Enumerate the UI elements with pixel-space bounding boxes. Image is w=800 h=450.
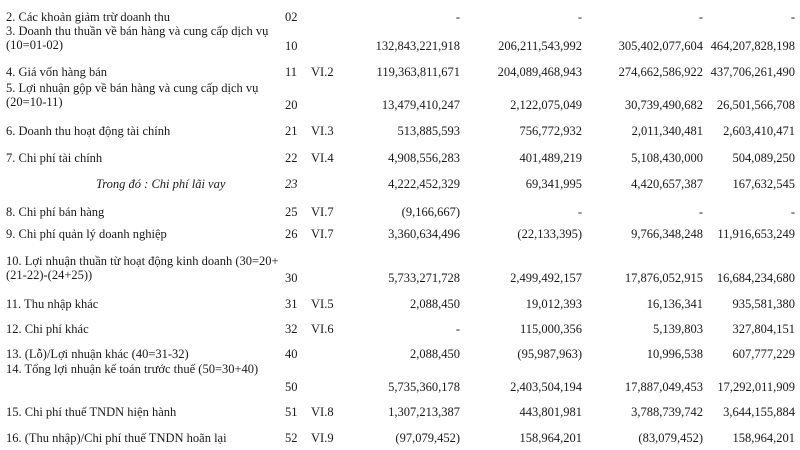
value-col-2: 115,000,356 [519, 322, 582, 336]
row-label: 13. (Lỗ)/Lợi nhuận khác (40=31-32) [6, 347, 189, 361]
row-code: 20 [285, 98, 298, 112]
row-label: 11. Thu nhập khác [6, 297, 99, 311]
value-col-3: 4,420,657,387 [631, 177, 703, 191]
row-label: Trong đó : Chi phí lãi vay [96, 177, 226, 191]
value-col-2: 206,211,543,992 [498, 39, 582, 53]
row-label: 15. Chi phí thuế TNDN hiện hành [6, 405, 177, 419]
row-note: VI.2 [311, 65, 334, 79]
value-col-1: 2,088,450 [410, 297, 460, 311]
value-col-1: (9,166,667) [401, 205, 460, 219]
row-note: VI.4 [311, 151, 334, 165]
value-col-4: 16,684,234,680 [716, 271, 795, 285]
value-col-1: 513,885,593 [397, 124, 460, 138]
value-col-2: 69,341,995 [525, 177, 582, 191]
row-code: 02 [285, 10, 298, 24]
value-col-2: 443,801,981 [519, 405, 582, 419]
value-col-1: 3,360,634,496 [388, 227, 460, 241]
value-col-4: 607,777,229 [732, 347, 795, 361]
value-col-3: 9,766,348,248 [631, 227, 703, 241]
row-code: 32 [285, 322, 298, 336]
value-col-1: (97,079,452) [395, 431, 460, 445]
row-label: 10. Lợi nhuận thuần từ hoạt động kinh doanh (30=20+(21-22)-(24+25)) [6, 254, 279, 282]
value-col-1: 2,088,450 [410, 347, 460, 361]
value-col-4: 464,207,828,198 [710, 39, 795, 53]
row-label: 7. Chi phí tài chính [6, 151, 103, 165]
value-col-1: 5,735,360,178 [388, 380, 460, 394]
value-col-2: - [577, 10, 582, 24]
value-col-2: 2,499,492,157 [510, 271, 582, 285]
value-col-2: 401,489,219 [519, 151, 582, 165]
row-code: 11 [285, 65, 298, 79]
row-label: 6. Doanh thu hoạt động tài chính [6, 124, 171, 138]
value-col-4: 17,292,011,909 [717, 380, 795, 394]
value-col-3: 17,876,052,915 [624, 271, 703, 285]
row-code: 30 [285, 271, 298, 285]
row-note: VI.5 [311, 297, 334, 311]
row-code: 23 [285, 177, 298, 191]
value-col-4: 167,632,545 [732, 177, 795, 191]
row-code: 21 [285, 124, 298, 138]
row-label: 8. Chi phí bán hàng [6, 205, 105, 219]
row-label: 2. Các khoản giảm trừ doanh thu [6, 10, 171, 24]
row-code: 25 [285, 205, 298, 219]
value-col-1: 132,843,221,918 [375, 39, 460, 53]
row-note: VI.7 [311, 227, 334, 241]
row-label: 5. Lợi nhuận gộp về bán hàng và cung cấp dịch vụ (20=10-11) [6, 81, 259, 109]
value-col-3: 30,739,490,682 [624, 98, 703, 112]
value-col-3: (83,079,452) [638, 431, 703, 445]
value-col-4: 158,964,201 [732, 431, 795, 445]
value-col-3: 5,139,803 [653, 322, 703, 336]
value-col-1: 119,363,811,671 [376, 65, 460, 79]
row-note: VI.9 [311, 431, 334, 445]
value-col-3: 274,662,586,922 [618, 65, 703, 79]
value-col-4: 437,706,261,490 [710, 65, 795, 79]
row-label: 9. Chi phí quản lý doanh nghiệp [6, 227, 167, 241]
value-col-4: 327,804,151 [732, 322, 795, 336]
row-note: VI.8 [311, 405, 334, 419]
value-col-1: 4,222,452,329 [388, 177, 460, 191]
row-note: VI.6 [311, 322, 334, 336]
value-col-4: 11,916,653,249 [717, 227, 795, 241]
value-col-2: (22,133,395) [517, 227, 582, 241]
value-col-3: - [698, 10, 703, 24]
row-label: 4. Giá vốn hàng bán [6, 65, 108, 79]
row-note: VI.7 [311, 205, 334, 219]
row-code: 52 [285, 431, 298, 445]
value-col-2: (95,987,963) [517, 347, 582, 361]
value-col-2: 2,403,504,194 [510, 380, 582, 394]
value-col-1: 13,479,410,247 [381, 98, 460, 112]
value-col-4: 935,581,380 [732, 297, 795, 311]
row-code: 26 [285, 227, 298, 241]
value-col-3: 10,996,538 [646, 347, 703, 361]
value-col-4: 2,603,410,471 [723, 124, 795, 138]
value-col-3: 305,402,077,604 [618, 39, 703, 53]
row-code: 22 [285, 151, 298, 165]
row-code: 50 [285, 380, 298, 394]
value-col-1: 5,733,271,728 [388, 271, 460, 285]
value-col-4: - [790, 205, 795, 219]
value-col-1: 1,307,213,387 [388, 405, 460, 419]
row-note: VI.3 [311, 124, 334, 138]
value-col-1: - [455, 322, 460, 336]
row-label: 16. (Thu nhập)/Chi phí thuế TNDN hoãn lại [6, 431, 227, 445]
value-col-2: 756,772,932 [519, 124, 582, 138]
value-col-3: - [698, 205, 703, 219]
value-col-2: 158,964,201 [519, 431, 582, 445]
value-col-4: 504,089,250 [732, 151, 795, 165]
value-col-3: 17,887,049,453 [624, 380, 703, 394]
value-col-3: 16,136,341 [646, 297, 703, 311]
row-label: 3. Doanh thu thuần về bán hàng và cung cấp dịch vụ (10=01-02) [6, 24, 269, 52]
value-col-4: 26,501,566,708 [716, 98, 795, 112]
value-col-1: - [455, 10, 460, 24]
value-col-2: 2,122,075,049 [510, 98, 582, 112]
value-col-3: 3,788,739,742 [631, 405, 703, 419]
row-code: 51 [285, 405, 298, 419]
row-code: 40 [285, 347, 298, 361]
row-label: 12. Chi phí khác [6, 322, 89, 336]
value-col-2: 204,089,468,943 [497, 65, 582, 79]
value-col-2: 19,012,393 [525, 297, 582, 311]
value-col-2: - [577, 205, 582, 219]
value-col-1: 4,908,556,283 [388, 151, 460, 165]
value-col-3: 5,108,430,000 [631, 151, 703, 165]
row-code: 31 [285, 297, 298, 311]
value-col-4: 3,644,155,884 [723, 405, 795, 419]
row-code: 10 [285, 39, 298, 53]
value-col-3: 2,011,340,481 [631, 124, 703, 138]
value-col-4: - [790, 10, 795, 24]
row-label: 14. Tổng lợi nhuận kế toán trước thuế (50=30+40) [6, 362, 259, 376]
